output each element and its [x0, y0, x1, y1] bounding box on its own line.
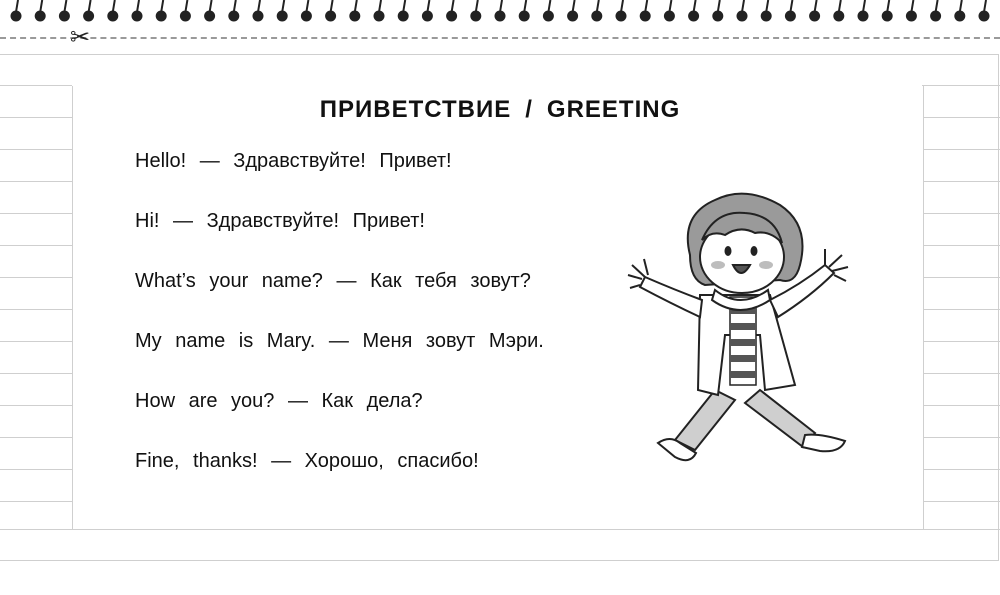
binding-wire — [379, 0, 381, 12]
rule-line — [922, 85, 1000, 86]
binding-wire — [89, 0, 91, 12]
binding-ring — [277, 11, 288, 22]
binding-ring — [301, 11, 312, 22]
binding-wire — [645, 0, 647, 12]
binding-ring — [83, 11, 94, 22]
rule-line — [922, 501, 1000, 502]
phrase-dash: — — [336, 270, 357, 292]
binding-wire — [669, 0, 671, 12]
binding-ring — [11, 11, 22, 22]
binding-ring — [422, 11, 433, 22]
phrase-ru: Хорошо, спасибо! — [304, 450, 479, 472]
rule-line — [922, 149, 1000, 150]
binding-wire — [161, 0, 163, 12]
binding-ring — [979, 11, 990, 22]
binding-wire — [718, 0, 720, 12]
binding-wire — [960, 0, 962, 12]
phrase-en: Hi! — [135, 210, 160, 232]
binding-wire — [621, 0, 623, 12]
binding-wire — [185, 0, 187, 12]
phrase-en: Hello! — [135, 150, 187, 172]
binding-wire — [500, 0, 502, 12]
binding-wire — [258, 0, 260, 12]
child-cheering-illustration — [620, 185, 860, 485]
rule-line — [922, 181, 1000, 182]
rule-line — [0, 501, 72, 502]
rule-line — [922, 341, 1000, 342]
rule-line — [0, 277, 72, 278]
binding-ring — [204, 11, 215, 22]
binding-ring — [132, 11, 143, 22]
page-title — [0, 96, 1000, 124]
binding-wire — [234, 0, 236, 12]
phrase-en: How are you? — [135, 390, 275, 412]
binding-wire — [64, 0, 66, 12]
binding-wire — [742, 0, 744, 12]
phrase-line — [135, 150, 452, 173]
title-en: GREETING — [546, 96, 681, 123]
binding-ring — [833, 11, 844, 22]
binding-ring — [374, 11, 385, 22]
rule-line — [922, 245, 1000, 246]
binding-ring — [35, 11, 46, 22]
binding-ring — [398, 11, 409, 22]
binding-wire — [815, 0, 817, 12]
title-separator: / — [525, 96, 533, 123]
rule-line — [0, 181, 72, 182]
binding-wire — [306, 0, 308, 12]
cut-line — [0, 37, 1000, 41]
binding-wire — [887, 0, 889, 12]
rule-line — [922, 277, 1000, 278]
binding-wire — [911, 0, 913, 12]
binding-wire — [790, 0, 792, 12]
binding-ring — [228, 11, 239, 22]
binding-wire — [427, 0, 429, 12]
binding-ring — [446, 11, 457, 22]
binding-wire — [597, 0, 599, 12]
phrase-ru: Здравствуйте! Привет! — [206, 210, 425, 232]
binding-ring — [858, 11, 869, 22]
phrase-line — [135, 330, 544, 353]
title-ru: ПРИВЕТСТВИЕ — [319, 96, 512, 123]
rule-line — [0, 309, 72, 310]
binding-ring — [712, 11, 723, 22]
binding-ring — [882, 11, 893, 22]
spiral-binding — [0, 0, 1000, 40]
binding-ring — [156, 11, 167, 22]
binding-ring — [253, 11, 264, 22]
left-leg — [675, 390, 735, 450]
binding-wire — [355, 0, 357, 12]
phrase-dash: — — [287, 390, 308, 412]
rule-line — [0, 85, 72, 86]
rule-line — [0, 437, 72, 438]
phrase-en: Fine, thanks! — [135, 450, 258, 472]
phrase-line — [135, 270, 531, 293]
rule-line — [0, 529, 1000, 530]
phrase-dash: — — [199, 150, 220, 172]
binding-ring — [664, 11, 675, 22]
binding-wire — [573, 0, 575, 12]
phrase-dash: — — [271, 450, 292, 472]
binding-ring — [325, 11, 336, 22]
binding-ring — [640, 11, 651, 22]
binding-ring — [567, 11, 578, 22]
binding-wire — [40, 0, 42, 12]
binding-ring — [470, 11, 481, 22]
binding-ring — [591, 11, 602, 22]
right-shoe — [802, 435, 845, 452]
rule-line — [0, 341, 72, 342]
binding-ring — [688, 11, 699, 22]
binding-ring — [180, 11, 191, 22]
phrase-dash: — — [328, 330, 349, 352]
rule-line — [922, 309, 1000, 310]
left-arm — [640, 277, 702, 317]
right-eye — [751, 246, 758, 256]
binding-wire — [16, 0, 18, 12]
binding-ring — [349, 11, 360, 22]
binding-ring — [519, 11, 530, 22]
binding-ring — [930, 11, 941, 22]
binding-wire — [403, 0, 405, 12]
rule-line — [0, 469, 72, 470]
rule-line — [922, 437, 1000, 438]
binding-ring — [495, 11, 506, 22]
binding-wire — [452, 0, 454, 12]
phrase-ru: Как дела? — [321, 390, 423, 412]
right-cheek — [759, 261, 773, 269]
binding-wire — [863, 0, 865, 12]
binding-wire — [694, 0, 696, 12]
rule-line — [0, 149, 72, 150]
rule-line — [0, 405, 72, 406]
left-eye — [725, 246, 732, 256]
phrase-ru: Здравствуйте! Привет! — [233, 150, 452, 172]
scissors-icon: ✂ — [70, 24, 91, 51]
binding-wire — [210, 0, 212, 12]
binding-wire — [936, 0, 938, 12]
binding-ring — [616, 11, 627, 22]
phrase-line — [135, 210, 425, 233]
binding-ring — [906, 11, 917, 22]
binding-wire — [113, 0, 115, 12]
rule-line — [0, 373, 72, 374]
binding-wire — [839, 0, 841, 12]
binding-ring — [59, 11, 70, 22]
binding-wire — [984, 0, 986, 12]
binding-wire — [548, 0, 550, 12]
phrase-en: What’s your name? — [135, 270, 323, 292]
phrase-dash: — — [173, 210, 194, 232]
binding-wire — [476, 0, 478, 12]
binding-wire — [137, 0, 139, 12]
binding-wire — [282, 0, 284, 12]
binding-ring — [107, 11, 118, 22]
binding-ring — [809, 11, 820, 22]
binding-ring — [737, 11, 748, 22]
binding-wire — [766, 0, 768, 12]
rule-line — [922, 213, 1000, 214]
phrase-line — [135, 390, 423, 413]
binding-ring — [761, 11, 772, 22]
binding-wire — [524, 0, 526, 12]
rule-line — [922, 405, 1000, 406]
phrase-line — [135, 450, 479, 473]
binding-ring — [785, 11, 796, 22]
binding-ring — [954, 11, 965, 22]
rule-line — [922, 373, 1000, 374]
rule-line — [922, 469, 1000, 470]
left-cheek — [711, 261, 725, 269]
phrase-ru: Как тебя зовут? — [370, 270, 531, 292]
binding-wire — [331, 0, 333, 12]
rule-line — [0, 245, 72, 246]
binding-ring — [543, 11, 554, 22]
phrase-ru: Меня зовут Мэри. — [362, 330, 544, 352]
phrase-en: My name is Mary. — [135, 330, 316, 352]
rule-line — [0, 213, 72, 214]
